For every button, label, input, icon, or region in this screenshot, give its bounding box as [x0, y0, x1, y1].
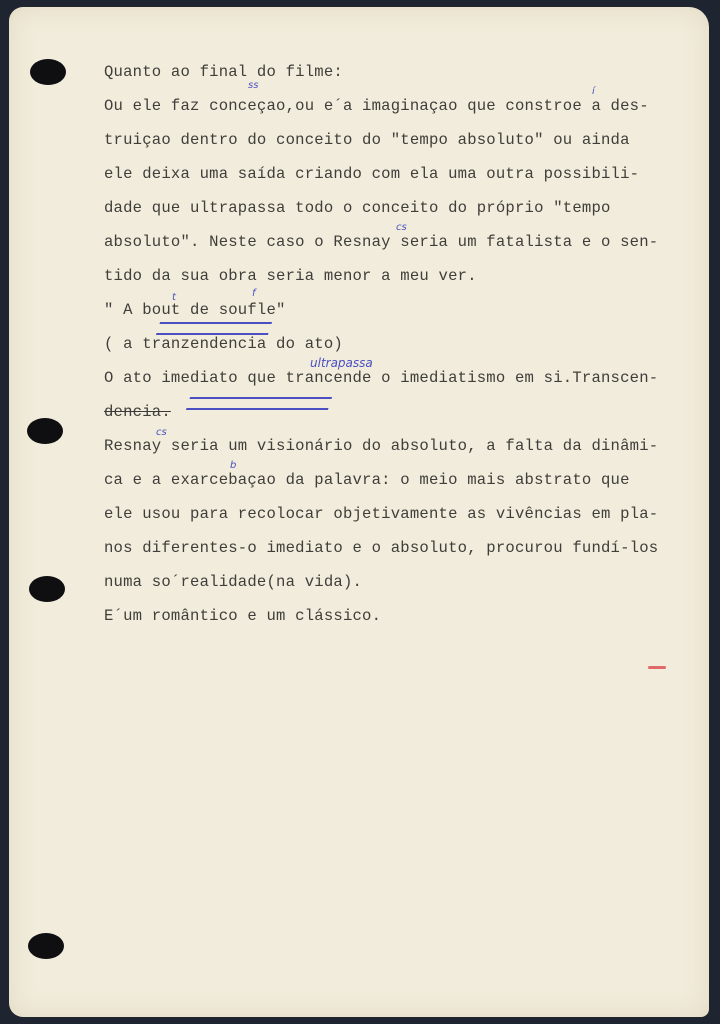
- handwritten-correction: f: [252, 288, 256, 299]
- text-line: Quanto ao final do filme:: [104, 63, 343, 81]
- punch-hole: [28, 933, 64, 959]
- text-line: Ou ele faz conceçao,ou e´a imaginaçao que constroe a des-: [104, 97, 649, 115]
- text-line: dencia.: [104, 403, 171, 421]
- handwritten-correction: í: [592, 86, 595, 97]
- punch-hole: [29, 576, 65, 602]
- text-line: " A bout de soufle": [104, 301, 286, 319]
- text-line: E´um romântico e um clássico.: [104, 607, 382, 625]
- text-line: ( a tranzendencia do ato): [104, 335, 343, 353]
- text-line: nos diferentes-o imediato e o absoluto, procurou fundí-los: [104, 539, 659, 557]
- ink-scribble: [156, 322, 272, 335]
- text-line: dade que ultrapassa todo o conceito do próprio "tempo: [104, 199, 611, 217]
- text-line: O ato imediato que trancende o imediatismo em si.Transcen-: [104, 369, 659, 387]
- handwritten-correction: ultrapassa: [310, 356, 373, 370]
- text-line: ele usou para recolocar objetivamente as vivências em pla-: [104, 505, 659, 523]
- handwritten-correction: ss: [248, 80, 259, 91]
- red-pencil-mark: [648, 666, 666, 669]
- text-line: ca e a exarcebaçao da palavra: o meio mais abstrato que: [104, 471, 630, 489]
- text-line: ele deixa uma saída criando com ela uma outra possibili-: [104, 165, 640, 183]
- text-line: tido da sua obra seria menor a meu ver.: [104, 267, 477, 285]
- punch-hole: [30, 59, 66, 85]
- text-line: Resnay seria um visionário do absoluto, a falta da dinâmi-: [104, 437, 659, 455]
- text-line: absoluto". Neste caso o Resnay seria um fatalista e o sen-: [104, 233, 659, 251]
- handwritten-correction: cs: [396, 222, 407, 233]
- punch-hole: [27, 418, 63, 444]
- ink-scribble: [186, 397, 332, 410]
- handwritten-correction: t: [172, 292, 176, 303]
- text-line: truiçao dentro do conceito do "tempo absoluto" ou ainda: [104, 131, 630, 149]
- text-line: numa so´realidade(na vida).: [104, 573, 363, 591]
- handwritten-correction: b: [230, 460, 237, 471]
- handwritten-correction: cs: [156, 427, 167, 438]
